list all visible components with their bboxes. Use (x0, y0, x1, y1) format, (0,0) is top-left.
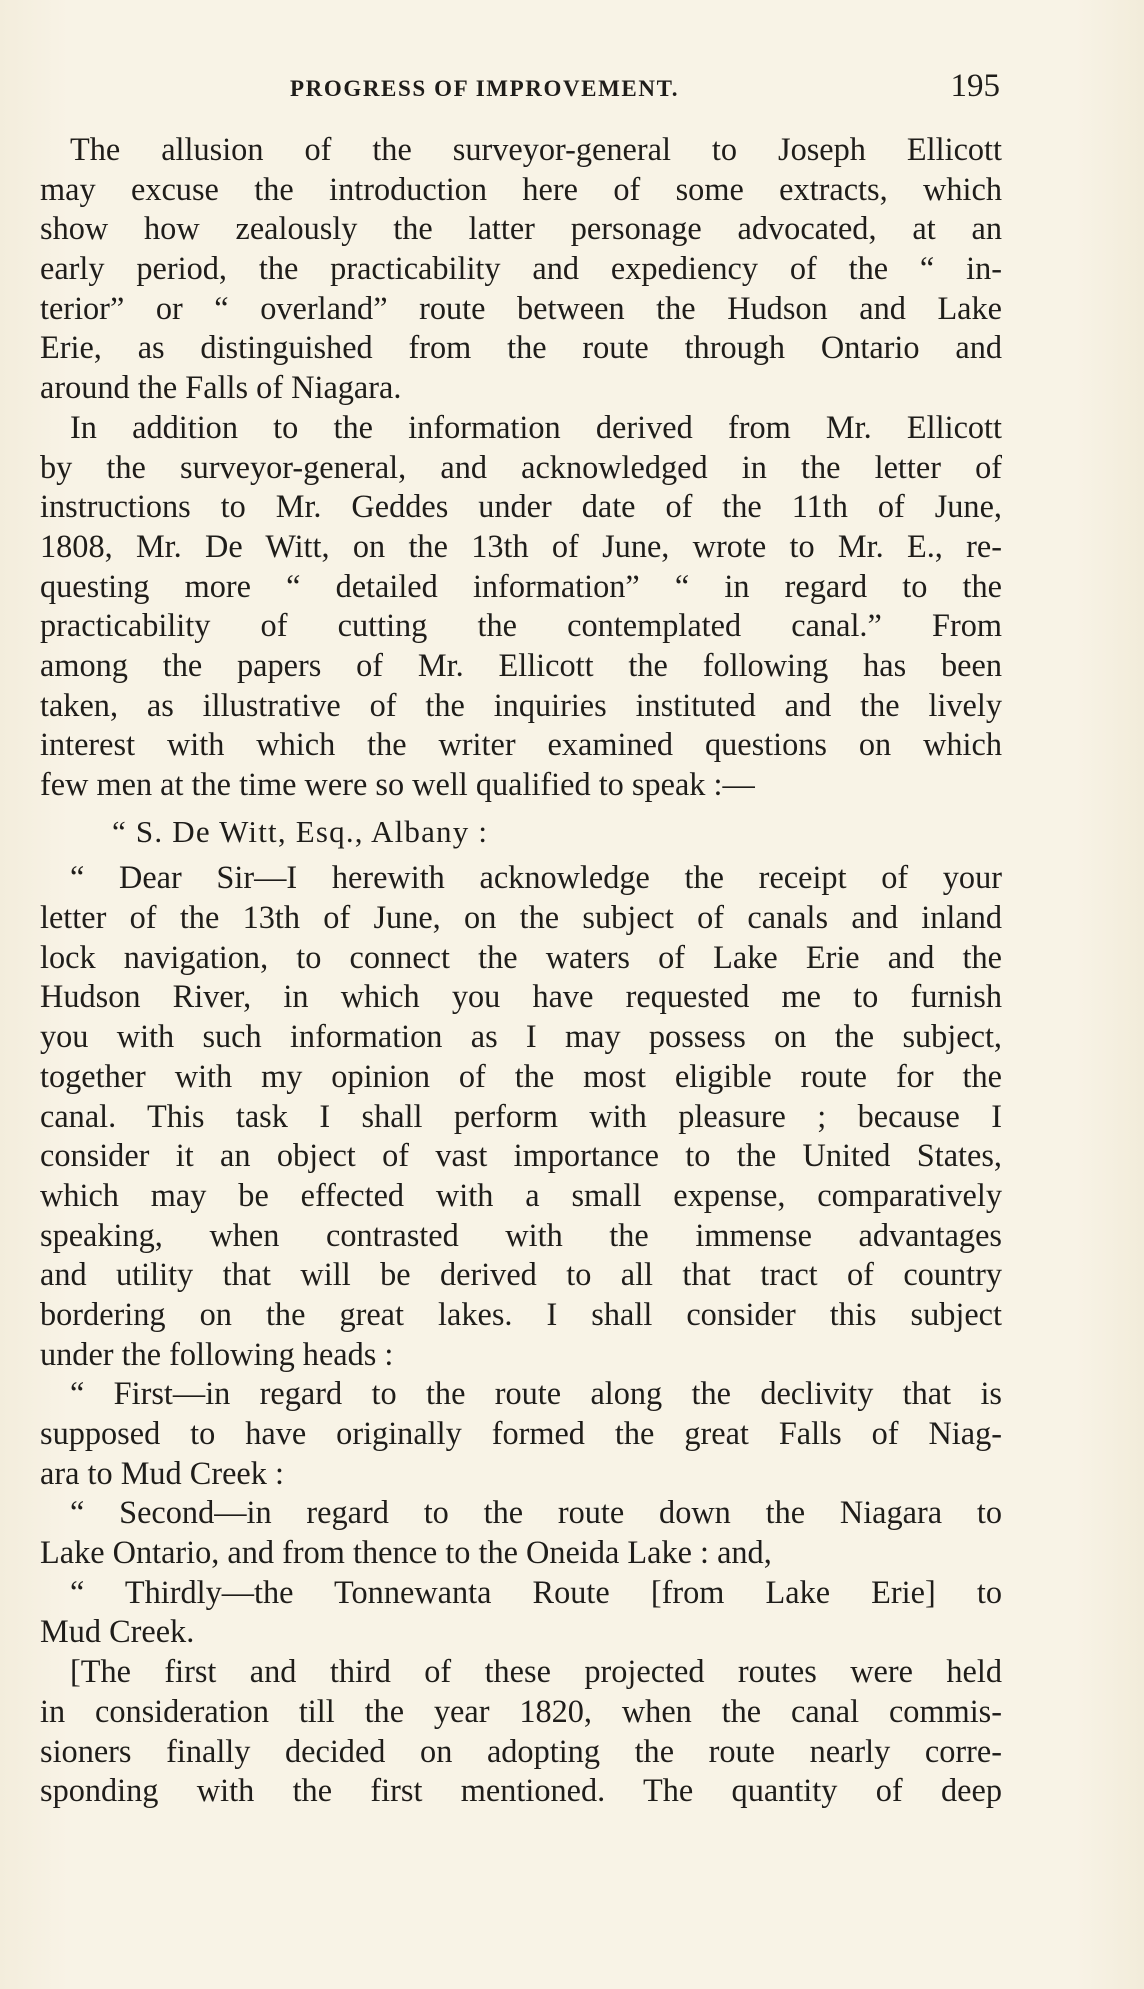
text-line: interest with which the writer examined questions on which (40, 726, 1002, 763)
text-line: Erie, as distinguished from the route through Ontario and (40, 329, 1002, 366)
text-line: supposed to have originally formed the great Falls of Niag- (40, 1415, 1002, 1451)
letter-salutation: “ S. De Witt, Esq., Albany : (112, 813, 489, 849)
text-line: ara to Mud Creek : (40, 1454, 284, 1491)
text-line: In addition to the information derived from Mr. Ellicott (70, 408, 1002, 445)
text-line: bordering on the great lakes. I shall consider this subject (40, 1295, 1002, 1332)
text-line: “ Dear Sir—I herewith acknowledge the receipt of your (70, 859, 1002, 896)
text-line: Mud Creek. (40, 1613, 195, 1650)
text-line: together with my opinion of the most eligible route for the (40, 1057, 1002, 1094)
running-head: PROGRESS OF IMPROVEMENT. (290, 76, 680, 101)
text-line: instructions to Mr. Geddes under date of the 11th of June, (40, 488, 1002, 525)
text-line: letter of the 13th of June, on the subject of canals and inland (40, 899, 1002, 936)
text-line: sponding with the first mentioned. The quantity of deep (40, 1772, 1002, 1809)
text-line: Hudson River, in which you have requested me to furnish (40, 978, 1002, 1015)
text-line: questing more “ detailed information” “ in regard to the (40, 567, 1002, 604)
text-line: and utility that will be derived to all that tract of country (40, 1256, 1002, 1293)
text-line: early period, the practicability and expediency of the “ in- (40, 250, 1002, 287)
text-line: sioners finally decided on adopting the route nearly corre- (40, 1732, 1002, 1769)
text-line: 1808, Mr. De Witt, on the 13th of June, wrote to Mr. E., re- (40, 527, 1002, 564)
text-line: canal. This task I shall perform with pleasure ; because I (40, 1097, 1002, 1134)
text-line: you with such information as I may possess on the subject, (40, 1018, 1002, 1055)
text-line: among the papers of Mr. Ellicott the following has been (40, 646, 1002, 683)
text-line: may excuse the introduction here of some extracts, which (40, 170, 1002, 207)
text-line: show how zealously the latter personage advocated, at an (40, 210, 1002, 247)
text-line: terior” or “ overland” route between the Hudson and Lake (40, 289, 1002, 326)
page-header (290, 68, 1000, 112)
text-line: which may be effected with a small expense, comparatively (40, 1176, 1002, 1213)
text-line: in consideration till the year 1820, when the canal commis- (40, 1692, 1002, 1729)
text-line: The allusion of the surveyor-general to Joseph Ellicott (70, 131, 1002, 167)
text-line: by the surveyor-general, and acknowledged in the letter of (40, 448, 1002, 485)
text-line: under the following heads : (40, 1335, 394, 1372)
body-text (40, 130, 1002, 1811)
text-line: few men at the time were so well qualified to speak :— (40, 766, 755, 802)
text-line: Lake Ontario, and from thence to the Oneida Lake : and, (40, 1534, 772, 1571)
page-number: 195 (950, 68, 1000, 104)
text-line: taken, as illustrative of the inquiries instituted and the lively (40, 686, 1002, 723)
text-line: lock navigation, to connect the waters of Lake Erie and the (40, 938, 1002, 975)
text-line: consider it an object of vast importance to the United States, (40, 1137, 1002, 1174)
text-line: [The first and third of these projected routes were held (70, 1653, 1002, 1690)
text-line: “ First—in regard to the route along the declivity that is (70, 1375, 1002, 1412)
text-line: “ Thirdly—the Tonnewanta Route [from Lake Erie] to (70, 1573, 1002, 1610)
text-line: around the Falls of Niagara. (40, 369, 402, 406)
text-line: practicability of cutting the contemplated canal.” From (40, 607, 1002, 644)
text-line: “ Second—in regard to the route down the Niagara to (70, 1494, 1002, 1531)
text-line: speaking, when contrasted with the immense advantages (40, 1216, 1002, 1253)
